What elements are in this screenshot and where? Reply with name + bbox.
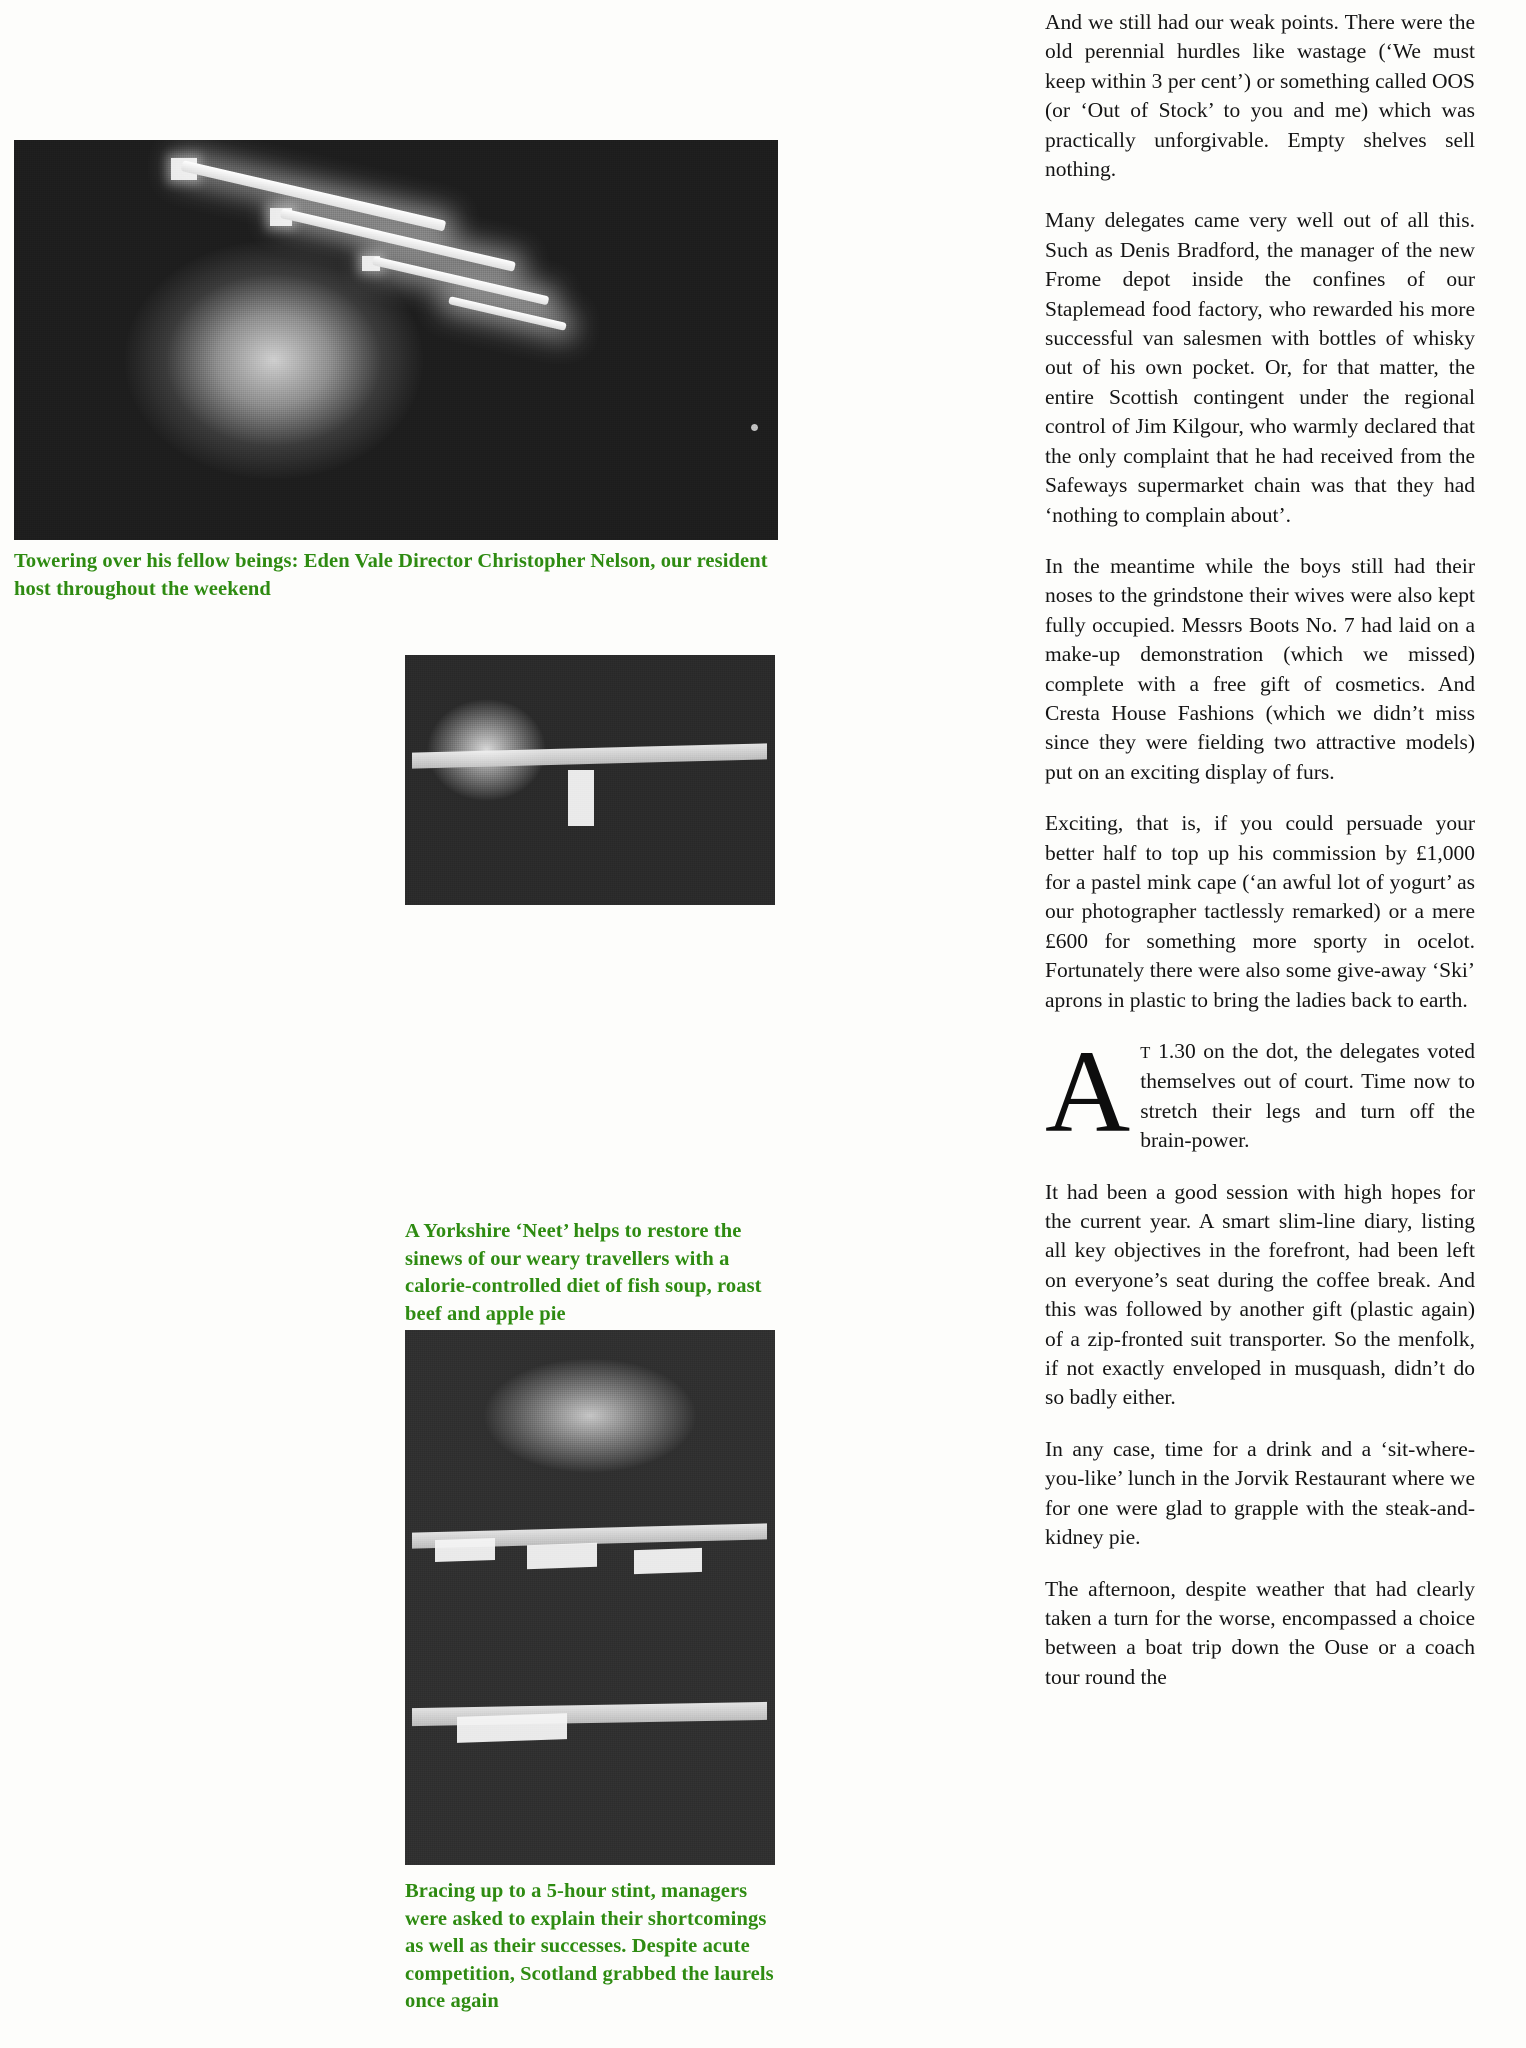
dropcap-paragraph (1045, 1026, 1475, 1157)
body-paragraph: In any case, time for a drink and a ‘sit-where-you-like’ lunch in the Jorvik Restaurant where we for one were glad to grapple with the steak-and-kidney pie. (1045, 1436, 1475, 1550)
conference-crowd-photo (14, 140, 778, 540)
caption-dinner-table: A Yorkshire ‘Neet’ helps to restore the sinews of our weary travellers with a calorie-controlled diet of fish soup, roast beef and apple pie (405, 1220, 762, 1325)
right-column-body-text (1045, 8, 1475, 1692)
drop-cap-letter: A (1045, 1026, 1131, 1157)
halftone-grain-overlay (405, 655, 775, 905)
halftone-grain-overlay (405, 1330, 775, 1865)
body-paragraph: The afternoon, despite weather that had clearly taken a turn for the worse, encompassed a choice between a boat trip down the Ouse or a coach tour round the (1045, 1576, 1475, 1689)
lead-smallcaps: T (1140, 1043, 1151, 1062)
caption-conference-crowd: Towering over his fellow beings: Eden Vale Director Christopher Nelson, our resident host throughout the weekend (14, 550, 768, 600)
body-paragraph: And we still had our weak points. There were the old perennial hurdles like wastage (‘We must keep within 3 per cent’) or something called OOS (or ‘Out of Stock’ to you and me) which was practically unforgivable. Empty shelves sell nothing. (1045, 10, 1475, 182)
body-paragraph: Exciting, that is, if you could persuade your better half to top up his commission by £1,000 for a pastel mink cape (‘an awful lot of yogurt’ as our photographer tactlessly remarked) or a mere £600 for something more sporty in ocelot. Fortunately there were also some give-away ‘Ski’ aprons in plastic to bring the ladies back to earth. (1045, 811, 1475, 1012)
managers-panel-photo (405, 1330, 775, 1865)
body-paragraph: It had been a good session with high hopes for the current year. A smart slim-line diary, listing all key objectives in the forefront, had been left on everyone’s seat during the coffee break. And this was followed by another gift (plastic again) of a zip-fronted suit transporter. So the menfolk, if not exactly enveloped in musquash, didn’t do so badly either. (1045, 1179, 1475, 1410)
halftone-grain-overlay (14, 140, 778, 540)
lead-text: 1.30 on the dot, the delegates voted themselves out of court. Time now to stretch their legs and turn off the brain-power. (1140, 1039, 1475, 1153)
body-paragraph: Many delegates came very well out of all this. Such as Denis Bradford, the manager of the new Frome depot inside the confines of our Staplemead food factory, who rewarded his more successful van salesmen with bottles of whisky out of his own pocket. Or, for that matter, the entire Scottish contingent under the regional control of Jim Kilgour, who warmly declared that the only complaint that he had received from the Safeways supermarket chain was that they had ‘nothing to complain about’. (1045, 208, 1475, 527)
caption-managers-panel: Bracing up to a 5-hour stint, managers were asked to explain their shortcomings as well as their successes. Despite acute competition, Scotland grabbed the laurels once again (405, 1880, 774, 2012)
dinner-table-photo (405, 655, 775, 905)
body-paragraph: In the meantime while the boys still had their noses to the grindstone their wives were also kept fully occupied. Messrs Boots No. 7 had laid on a make-up demonstration (which we missed) complete with a free gift of cosmetics. And Cresta House Fashions (which we didn’t miss since they were fielding two attractive models) put on an exciting display of furs. (1045, 553, 1475, 784)
